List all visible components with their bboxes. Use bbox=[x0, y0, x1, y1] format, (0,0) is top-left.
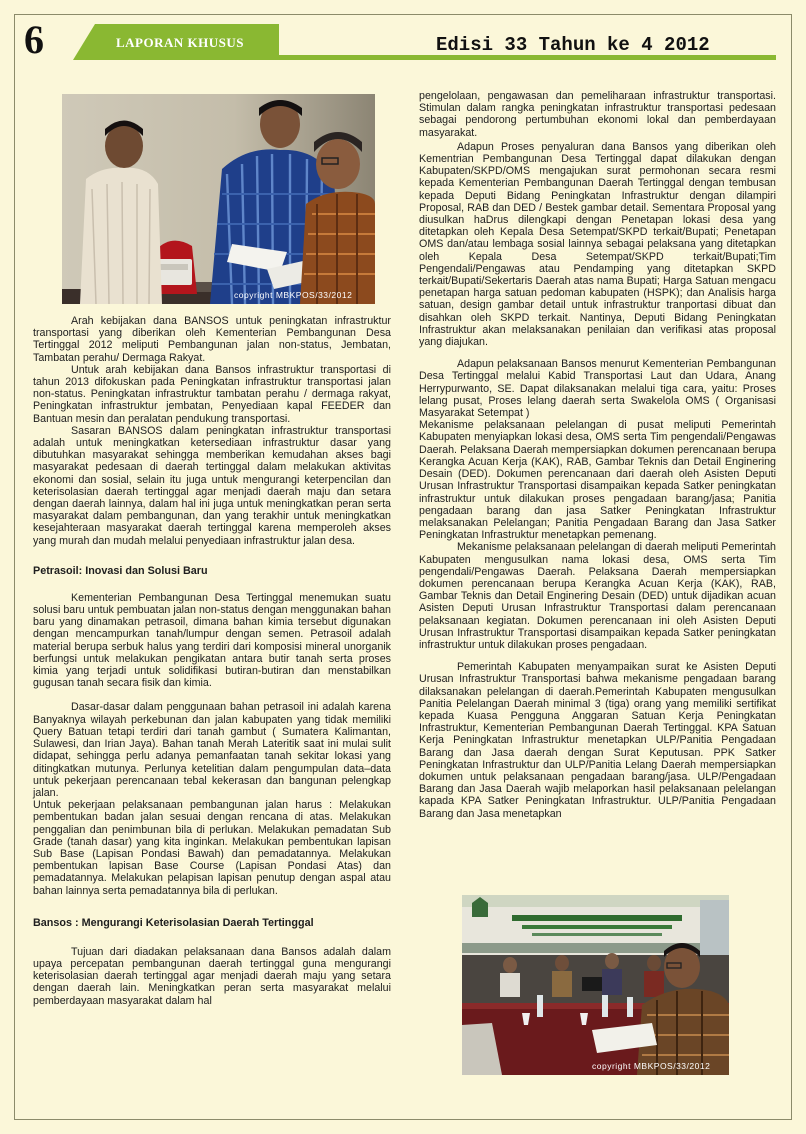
edition-label: Edisi 33 Tahun ke 4 2012 bbox=[436, 34, 710, 56]
right-paragraph-6: Pemerintah Kabupaten menyampaikan surat ke Asisten Deputi Urusan Infrastruktur Transportasi bahwa mekanisme pengadaan barang dilaksanakan pelelangan di daerah.Pemerintah Kabupaten mengusulkan Panitia Pelelangan Daerah minimal 3 (tiga) orang yang memiliki sertifikat kepada Kuasa Pengguna Anggaran Satuan Kerja Peningkatan Infrastruktur, Kementerian Pembangunan Daerah Tertinggal. KPA Satuan Kerja Peningkatan Infrastruktur menetapkan ULP/Panitia Pengadaan Barang dan Jasa daerah dengan Surat Keputusan. PPK Satker Peningkatan Infrastruktur dan ULP/Panitia Lelang Daerah mempersiapkan dokumen untuk pelaksanaan pengadaan barang/jasa. ULP/Pengadaan Barang dan Jasa Daerah wajib melaporkan hasil pelaksanaan pelelangan kapada KPA Satker Peningkatan Infrastruktur. ULP/Panitia Pengadaan Barang dan Jasa menetapkan bbox=[419, 661, 776, 820]
heading-petrasoil: Petrasoil: Inovasi dan Solusi Baru bbox=[33, 564, 208, 577]
right-paragraph-3: Adapun pelaksanaan Bansos menurut Kementerian Pembangunan Desa Tertinggal melalui Kabid Transportasi Laut dan Udara, Anang Herrypurwanto, SE. Dapat dilaksanakan melalui tiga cara, yaitu: Proses lelang pusat, Proses lelang daerah serta Swakelola OMS ( Organisasi Masyarakat Setempat ) bbox=[419, 358, 776, 420]
right-paragraph-1: pengelolaan, pengawasan dan pemeliharaan infrastruktur transportasi. Stimulan dalam rangka peningkatan infrastruktur transportasi pedesaan sebagai pendorong pertumbuhan ekonomi lokal dan pemberdayaan masyarakat. bbox=[419, 90, 776, 139]
photo-seminar bbox=[462, 895, 729, 1075]
photo-officials-image bbox=[62, 94, 375, 304]
left-paragraph-4: Kementerian Pembangunan Desa Tertinggal menemukan suatu solusi baru untuk pembuatan jalan non-status dengan menggunakan bahan baru yang dinamakan petrasoil, dimana bahan kimia tersebut digunakan dengan mencampurkan tanah/lumpur dengan semen. Petrasoil adalah material berupa serbuk halus yang terdiri dari komposisi mineral unorganik berfungsi untuk melakukan pengikatan antara butir tanah serta proses kimia yang terjadi untuk solidifikasi butiran-butiran dan menstabilkan gugusan tanah secara fisik dan kimia. bbox=[33, 591, 391, 690]
right-paragraph-4: Mekanisme pelaksanaan pelelangan di pusat meliputi Pemerintah Kabupaten menyiapkan lokasi desa, OMS serta Tim pengendali/Pengawas Daerah. Pelaksana Daerah mempersiapkan dokumen perencanaan berupa Kerangka Acuan Kerja (KAK), RAB, Gambar Teknis dan Detail Enginering Desain (DED). Dokumen perencanaan dari daerah oleh Asisten Deputi Urusan Infrastruktur Transportasi disampaikan kepada Satker peningkatan infrastruktur untuk dilakukan proses pengadaan barang/jasa; Panitia pengadaan barang dan jasa Satker Peningkatan Infrastruktur melaksanakan Pelelangan; Panitia Pengadaan Barang dan Jasa Satker Peningkatan Infrastruktur menetapkan pemenang. bbox=[419, 419, 776, 542]
right-column bbox=[419, 90, 776, 820]
left-column bbox=[33, 315, 391, 1007]
left-paragraph-6: Untuk pekerjaan pelaksanaan pembangunan jalan harus : Melakukan pembentukan badan jalan sesuai dengan rencana di atas. Melakukan penggalian dan penimbunan bila di perlukan. Melakukan pemadatan Sub Grade (tanah dasar) yang kita inginkan. Melakukan pembentukan lapisan Sub Base (Lapisan Pondasi Bawah) dan pemadatannya. Melakukan pembentukan lapisan Base Course (Lapisan Pondasi Atas) dan pemadatannya. Melakukan pelapisan lapisan penutup dengan aspal atau bahan lainnya serta pemadatannya bila di perlukan. bbox=[33, 799, 391, 897]
right-paragraph-5: Mekanisme pelaksanaan pelelangan di daerah meliputi Pemerintah Kabupaten mengusulkan nama lokasi desa, OMS serta Tim pengendali/Pengawas Daerah. Pelaksana Daerah mempersiapkan dokumen perencanaan berupa Kerangka Acuan Kerja (KAK), RAB, Gambar Teknis dan Detail Enginering Desain (DED) untuk dijadikan acuan Asisten Deputi Urusan Infrastruktur Transportasi dalam perencanaan pelaksanaan kegiatan. Dokumen perencanaan ini oleh Asisten Deputi Urusan Infrastruktur Transportasi disampaikan kepada Satker peningkatan infrastruktur untuk dilakukan proses pengadaan. bbox=[419, 541, 776, 651]
section-title: LAPORAN KHUSUS bbox=[116, 35, 244, 50]
left-paragraph-5: Dasar-dasar dalam penggunaan bahan petrasoil ini adalah karena Banyaknya wilayah perkebunan dan jalan kabupaten yang tidak memiliki Query Batuan tetapi terdiri dari tanah gambut ( Sumatera Kalimantan, Sulawesi, dan Irian Jaya). Bahan tanah Merah Lateritik saat ini mulai sulit didapat, sehingga perlu adanya pemanfaatan tanah sekitar lokasi yang ditingkatkan mutunya. Perlunya ketelitian dalam pengumpulan data–data untuk pekerjaan perencanaan tebal kekerasan dan bangunan pelengkap jalan. bbox=[33, 701, 391, 799]
right-paragraph-2: Adapun Proses penyaluran dana Bansos yang diberikan oleh Kementrian Pembangunan Desa Tertinggal dapat dilakukan dengan Kabupaten/SKPD/OMS mengajukan surat permohonan secara resmi kepada Kementerian Pembangunan Daerah Tertinggal dengan tembusan kepada Deputi Bidang Peningkatan Infrastruktur dengan dilampiri Proposal, RAB dan DED / Bestek gambar detail. Sementara Proposal yang diusulkan haDrus dilengkapi dengan Penetapan lokasi desa yang ditetapkan oleh Kepala Desa Setempat/SKPD terkait/Bupati; Penetapan OMS dan/atau lembaga sosial lainnya sebagai pelaksana yang ditetapkan oleh Kepala Desa Setempat/SKPD terkait/Bupati;Tim Pengendali/Pengawas atau Pendamping yang ditetapkan SKPD terkait/Bupati/Sekertaris Daerah atas nama Bupati; Harga Satuan mengacu penetapan harga satuan pedoman kabupaten (HSPK); dan Analisis harga satuan, design gambar detail untuk infrastruktur tranportasi dibuat dan disahkan oleh SKPD terkait. Nantinya, Deputi Bidang Peningkatan Infrastruktur akan melaksanakan penilaian dan verifikasi atas proposal yang diajukan. bbox=[419, 140, 776, 349]
left-paragraph-7: Tujuan dari diadakan pelaksanaan dana Bansos adalah dalam upaya percepatan pembangunan daerah tertinggal guna mengurangi keterisolasian daerah tertinggal agar menjadi daerah maju yang setara dengan daerah lain. Meningkatkan peran serta masyarakat melalui pemberdayaan masyarakat dalam hal bbox=[33, 945, 391, 1007]
photo-bottom-copyright: copyright MBKPOS/33/2012 bbox=[592, 1061, 711, 1071]
heading-bansos: Bansos : Mengurangi Keterisolasian Daerah Tertinggal bbox=[33, 916, 314, 929]
left-paragraph-3: Sasaran BANSOS dalam peningkatan infrastruktur transportasi adalah untuk meningkatkan ketersediaan infrastruktur dasar yang dibutuhkan masyarakat sehingga memberikan kemudahan akses bagi masyarakat pedesaan di daerah tertinggal dalam melakukan aktivitas ekonomi dan sosial, selain itu juga untuk mengurangi keterpencilan dan keterisolasian daerah tertinggal agar menjadi daerah maju dan setara dengan daerah lainnya, dalam hal ini juga untuk meningkatkan peran serta masyarakat dalam pembangunan, dan yang terakhir untuk meningkatkan kesejahteraan masyarakat daerah tertinggal karena memperoleh akses yang murah dan mudah melalui penyediaan infrastruktur jalan desa. bbox=[33, 424, 391, 547]
left-paragraph-2: Untuk arah kebijakan dana Bansos infrastruktur transportasi di tahun 2013 difokuskan pada Peningkatan infrastruktur transportasi jalan non-status. Peningkatan infrastruktur tambatan perahu / dermaga rakyat, Peningkatan infrastruktur jembatan, Penyediaan kapal FEEDER dan Bantuan mesin dan peralatan pendukung transportasi. bbox=[33, 363, 391, 425]
left-paragraph-1: Arah kebijakan dana BANSOS untuk peningkatan infrastruktur transportasi yang diberikan oleh Kementerian Pembangunan Desa Tertinggal 2012 meliputi Pembangunan jalan non-status, Jembatan, Tambatan perahu/ Dermaga Rakyat. bbox=[33, 315, 391, 364]
photo-officials bbox=[62, 94, 375, 304]
photo-top-copyright: copyright MBKPOS/33/2012 bbox=[234, 290, 353, 300]
photo-seminar-image bbox=[462, 895, 729, 1075]
page-number: 6 bbox=[24, 17, 44, 62]
